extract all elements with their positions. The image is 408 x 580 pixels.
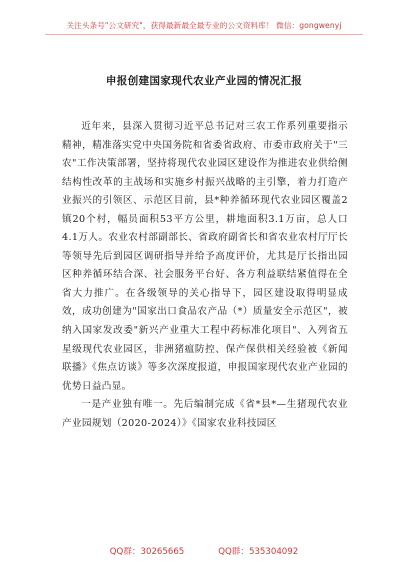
header-divider: [45, 34, 363, 35]
document-title: 申报创建国家现代农业产业园的情况汇报: [105, 75, 303, 87]
header-note: 关注头条号"公文研究"，获得最新最全最专业的公文资料库！ 微信：gongwenyj: [66, 21, 342, 30]
footer-contact: [0, 545, 408, 557]
footer-qq-group-1: QQ群：30265665: [109, 547, 185, 557]
footer-qq-group-2: QQ群：535304092: [218, 547, 299, 557]
body-paragraph-2: 一是产业独有唯一。先后编制完成《省*县*—生猪现代农业产业园规划（2020-2024）》《国家农业科技园区: [62, 399, 348, 429]
body-paragraph-1: 近年来，县深入贯彻习近平总书记对三农工作系列重要指示精神，精准落实党中央国务院和省委省政府、市委市政府关于"三农"工作决策部署，坚持将现代农业园区建设作为推进农业供给侧结构性改革的主战场和实施乡村振兴战略的主引擎，着力打造产业振兴的引领区、示范区目前，县*种养循环现代农业园区覆盖2镇20个村，幅员面积53平方公里，耕地面积3.1万亩，总人口4.1万人。农业农村部副部长、省政府副省长和省农业农村厅厅长等领导先后到园区调研指导并给予高度评价，尤其是厅长指出园区种养循环结合深、社会服务平台好、各方利益联结紧值得在全省大力推广。在各级领导的关心指导下，园区建设取得明显成效，成功创建为"国家出口食品农产品（*）质量安全示范区"，被纳入国家发改委"新兴产业重大工程中药标准化项目"、入列省五星级现代农业园区，非洲猪瘟防控、保产保供相关经验被《新闻联播》《焦点访谈》等多次深度报道，申报国家现代农业产业园的优势日益凸显。: [62, 121, 348, 392]
document-body: [62, 118, 348, 433]
